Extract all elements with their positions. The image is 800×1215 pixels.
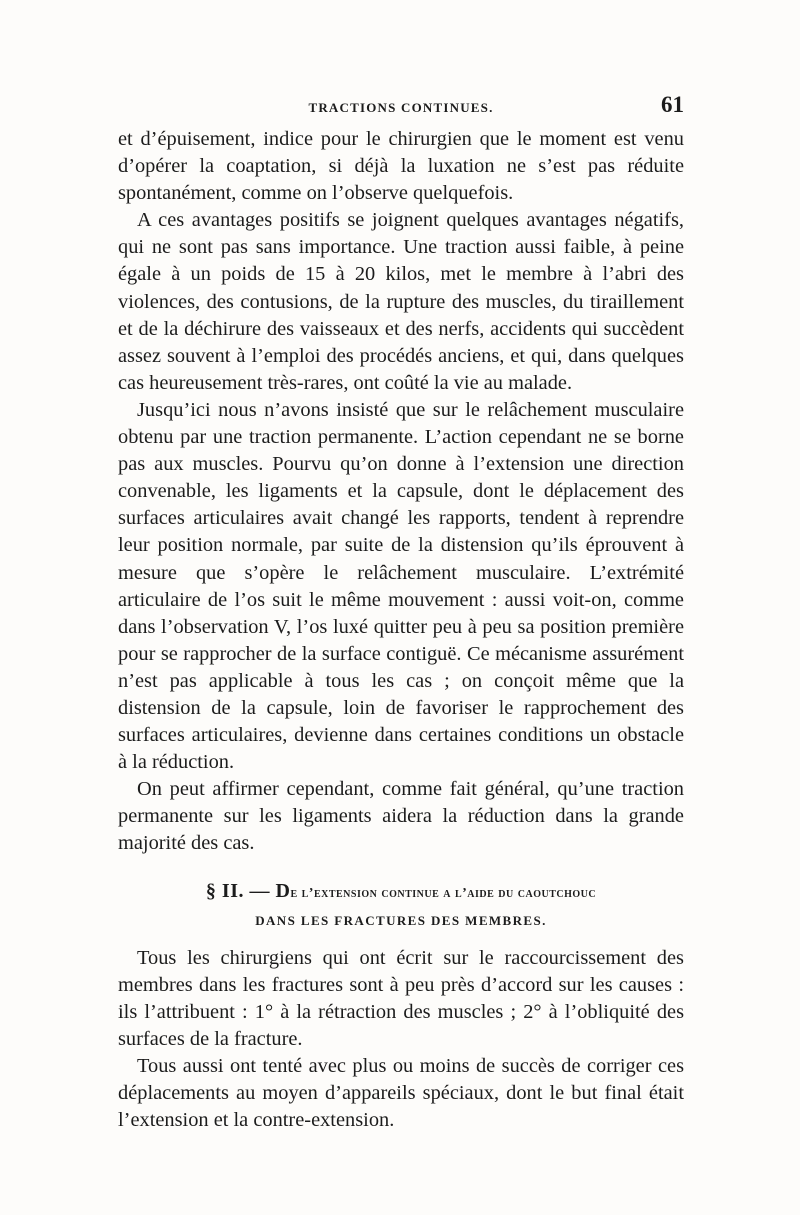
paragraph: et d’épuisement, indice pour le chirurgien que le moment est venu d’opérer la coaptation, si déjà la luxation ne s’est pas réduite spontanément, comme on l’observe quelquefois. [118,128,684,205]
section-subtitle: DANS LES FRACTURES DES MEMBRES. [255,912,547,928]
page-header [118,90,684,124]
paragraph: A ces avantages positifs se joignent quelques avantages négatifs, qui ne sont pas sans importance. Une traction aussi faible, à peine égale à un poids de 15 à 20 kilos, met le membre à l’abri des violences, des contusions, de la rupture des muscles, du tiraillement et de la déchirure des vaisseaux et des nerfs, accidents qui succèdent assez souvent à l’emploi des procédés anciens, et qui, dans quelques cas heureusement très-rares, ont coûté la vie au malade. [118,209,684,394]
paragraph: Jusqu’ici nous n’avons insisté que sur le relâchement musculaire obtenu par une traction permanente. L’action cependant ne se borne pas aux muscles. Pourvu qu’on donne à l’extension une direction convenable, les ligaments et la capsule, dont le déplacement des surfaces articulaires avait changé les rapports, tendent à reprendre leur position normale, par suite de la distension qu’ils éprouvent à mesure que s’opère le relâchement musculaire. L’extrémité articulaire de l’os suit le même mouvement : aussi voit-on, comme dans l’observation V, l’os luxé quitter peu à peu sa position première pour se rapprocher de la surface contiguë. Ce mécanisme assurément n’est pas applicable à tous les cas ; on conçoit même que la distension de la capsule, loin de favoriser le rapprochement des surfaces articulaires, devienne dans certaines conditions un obstacle à la réduction. [118,398,684,774]
running-head: TRACTIONS CONTINUES. [308,100,494,115]
section-title-rest: e l’extension continue a l’aide du caoutchouc [290,885,597,901]
body-text [118,126,684,1134]
section-title [118,880,684,905]
section-marker: § II. — [205,879,276,902]
section-title-initial: D [275,879,291,902]
page-number: 61 [661,92,684,117]
paragraph: Tous les chirurgiens qui ont écrit sur le raccourcissement des membres dans les fractures sont à peu près d’accord sur les causes : ils l’attribuent : 1° à la rétraction des muscles ; 2° à l’obliquité des surfaces de la fracture. [118,946,684,1050]
paragraph: Tous aussi ont tenté avec plus ou moins de succès de corriger ces déplacements au moyen d’appareils spéciaux, dont le but final était l’extension et la contre-extension. [118,1054,684,1132]
paragraph: On peut affirmer cependant, comme fait général, qu’une traction permanente sur les ligaments aidera la réduction dans la grande majorité des cas. [118,778,684,855]
section-heading [118,880,684,931]
